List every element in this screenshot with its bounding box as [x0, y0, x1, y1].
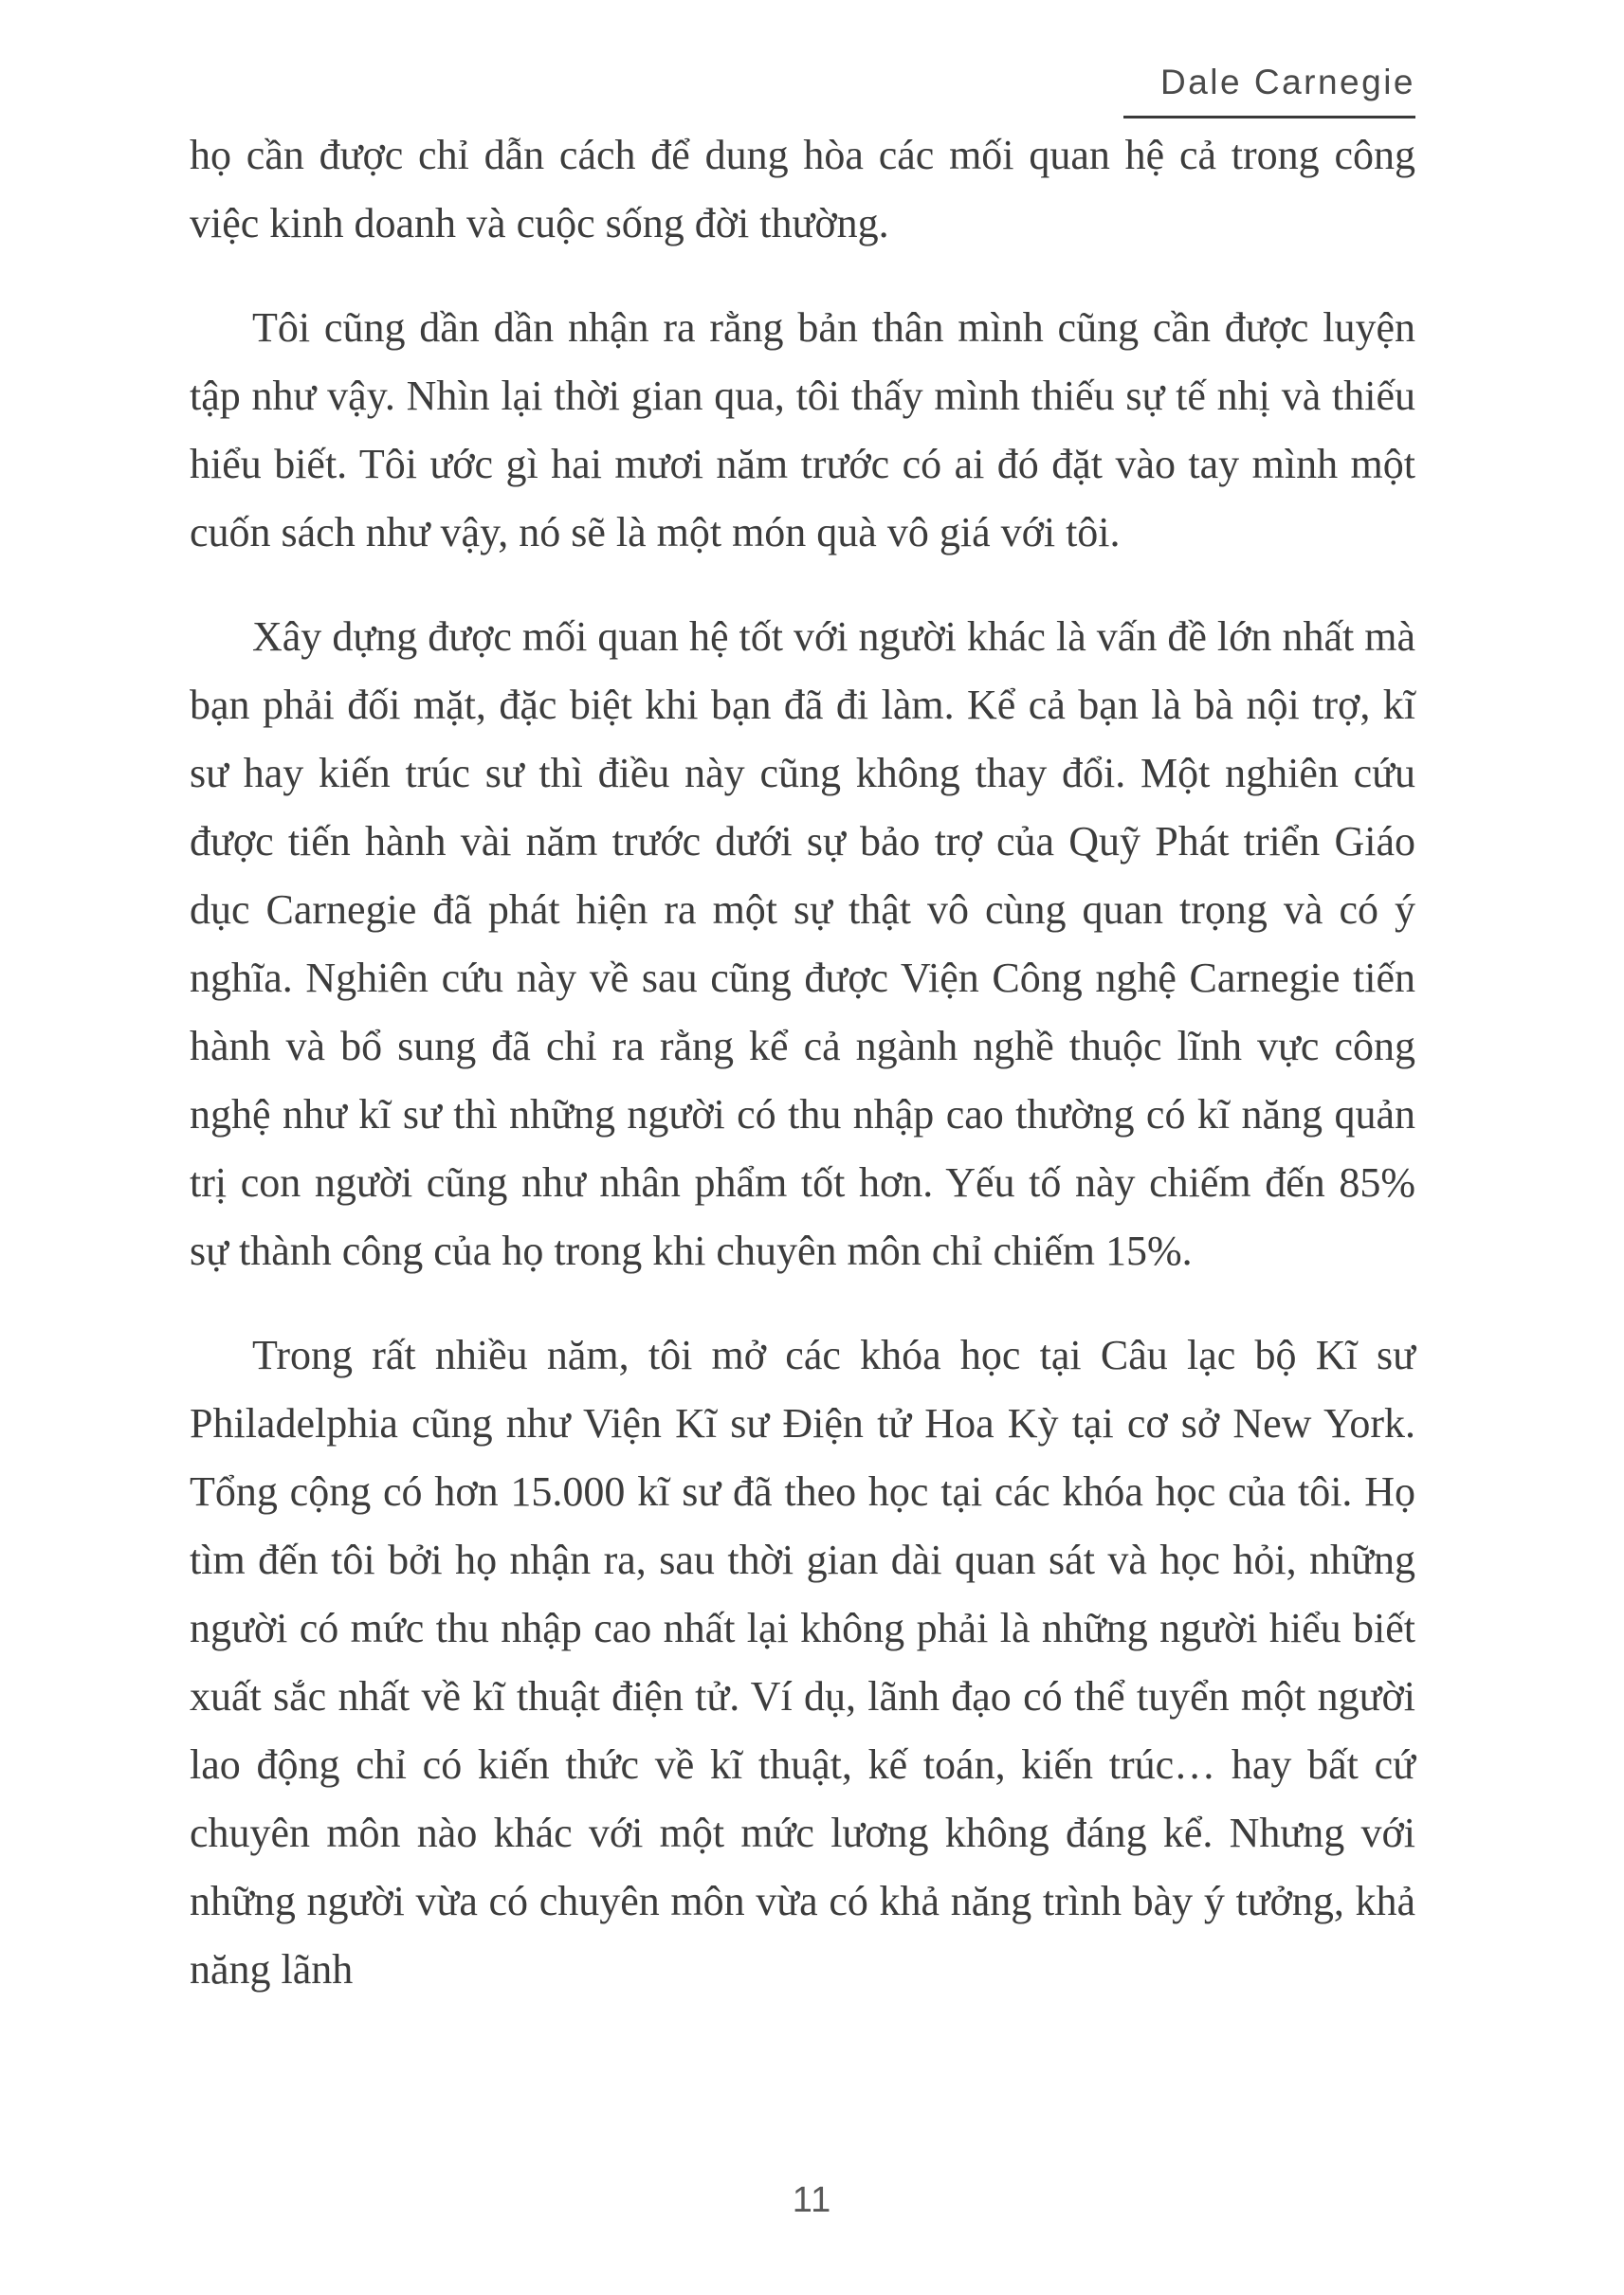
page-body-text: [190, 121, 1415, 2040]
paragraph: Xây dựng được mối quan hệ tốt với người khác là vấn đề lớn nhất mà bạn phải đối mặt, đặc biệt khi bạn đã đi làm. Kể cả bạn là bà nội trợ, kĩ sư hay kiến trúc sư thì điều này cũng không thay đổi. Một nghiên cứu được tiến hành vài năm trước dưới sự bảo trợ của Quỹ Phát triển Giáo dục Carnegie đã phát hiện ra một sự thật vô cùng quan trọng và có ý nghĩa. Nghiên cứu này về sau cũng được Viện Công nghệ Carnegie tiến hành và bổ sung đã chỉ ra rằng kể cả ngành nghề thuộc lĩnh vực công nghệ như kĩ sư thì những người có thu nhập cao thường có kĩ năng quản trị con người cũng như nhân phẩm tốt hơn. Yếu tố này chiếm đến 85% sự thành công của họ trong khi chuyên môn chỉ chiếm 15%.: [190, 613, 1415, 1274]
running-header-author: Dale Carnegie: [1159, 63, 1415, 101]
header-rule: [1123, 116, 1415, 118]
paragraph: họ cần được chỉ dẫn cách để dung hòa các mối quan hệ cả trong công việc kinh doanh và cuộc sống đời thường.: [190, 132, 1415, 246]
running-header: [1123, 63, 1415, 118]
page-number: 11: [792, 2180, 832, 2220]
paragraph: Trong rất nhiều năm, tôi mở các khóa học tại Câu lạc bộ Kĩ sư Philadelphia cũng như Viện Kĩ sư Điện tử Hoa Kỳ tại cơ sở New York. Tổng cộng có hơn 15.000 kĩ sư đã theo học tại các khóa học của tôi. Họ tìm đến tôi bởi họ nhận ra, sau thời gian dài quan sát và học hỏi, những người có mức thu nhập cao nhất lại không phải là những người hiểu biết xuất sắc nhất về kĩ thuật điện tử. Ví dụ, lãnh đạo có thể tuyển một người lao động chỉ có kiến thức về kĩ thuật, kế toán, kiến trúc… hay bất cứ chuyên môn nào khác với một mức lương không đáng kể. Nhưng với những người vừa có chuyên môn vừa có khả năng trình bày ý tưởng, khả năng lãnh: [190, 1332, 1415, 1993]
paragraph: Tôi cũng dần dần nhận ra rằng bản thân mình cũng cần được luyện tập như vậy. Nhìn lại thời gian qua, tôi thấy mình thiếu sự tế nhị và thiếu hiểu biết. Tôi ước gì hai mươi năm trước có ai đó đặt vào tay mình một cuốn sách như vậy, nó sẽ là một món quà vô giá với tôi.: [190, 304, 1415, 556]
